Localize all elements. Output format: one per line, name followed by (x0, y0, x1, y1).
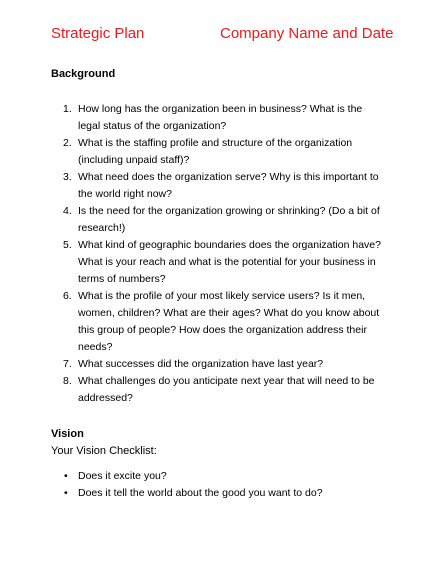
question-text: What need does the organization serve? Why is this important to the world right now? (78, 171, 379, 200)
list-item (51, 373, 381, 407)
question-text: What challenges do you anticipate next year that will need to be addressed? (78, 375, 375, 404)
question-text: What kind of geographic boundaries does the organization have? What is your reach and what is the potential for your business in terms of numbers? (78, 239, 381, 285)
list-item (51, 288, 381, 356)
list-number: 4. (63, 205, 72, 217)
list-item (51, 169, 381, 203)
checklist-text: Does it excite you? (78, 470, 167, 482)
background-heading: Background (51, 68, 116, 80)
vision-heading: Vision (51, 428, 84, 440)
document-title: Strategic Plan (51, 25, 145, 42)
background-question-list (51, 101, 381, 407)
vision-checklist (51, 468, 381, 502)
list-item (51, 135, 381, 169)
bullet-icon: • (64, 470, 68, 482)
list-number: 8. (63, 375, 72, 387)
bullet-icon: • (64, 487, 68, 499)
list-number: 5. (63, 239, 72, 251)
question-text: Is the need for the organization growing or shrinking? (Do a bit of research!) (78, 205, 380, 234)
question-text: How long has the organization been in business? What is the legal status of the organization? (78, 103, 363, 132)
list-item (51, 356, 381, 373)
list-item (51, 468, 381, 485)
question-text: What is the staffing profile and structure of the organization (including unpaid staff)? (78, 137, 353, 166)
list-item (51, 101, 381, 135)
company-name-and-date: Company Name and Date (220, 25, 394, 42)
list-number: 3. (63, 171, 72, 183)
checklist-text: Does it tell the world about the good you want to do? (78, 487, 323, 499)
question-text: What successes did the organization have last year? (78, 358, 324, 370)
list-item (51, 237, 381, 288)
vision-checklist-label: Your Vision Checklist: (51, 445, 157, 457)
list-item (51, 203, 381, 237)
list-number: 2. (63, 137, 72, 149)
list-number: 1. (63, 103, 72, 115)
question-text: What is the profile of your most likely service users? Is it men, women, children? What are their ages? What do you know about this group of people? How does the organization address their needs? (78, 290, 380, 353)
list-number: 7. (63, 358, 72, 370)
list-item (51, 485, 381, 502)
list-number: 6. (63, 290, 72, 302)
